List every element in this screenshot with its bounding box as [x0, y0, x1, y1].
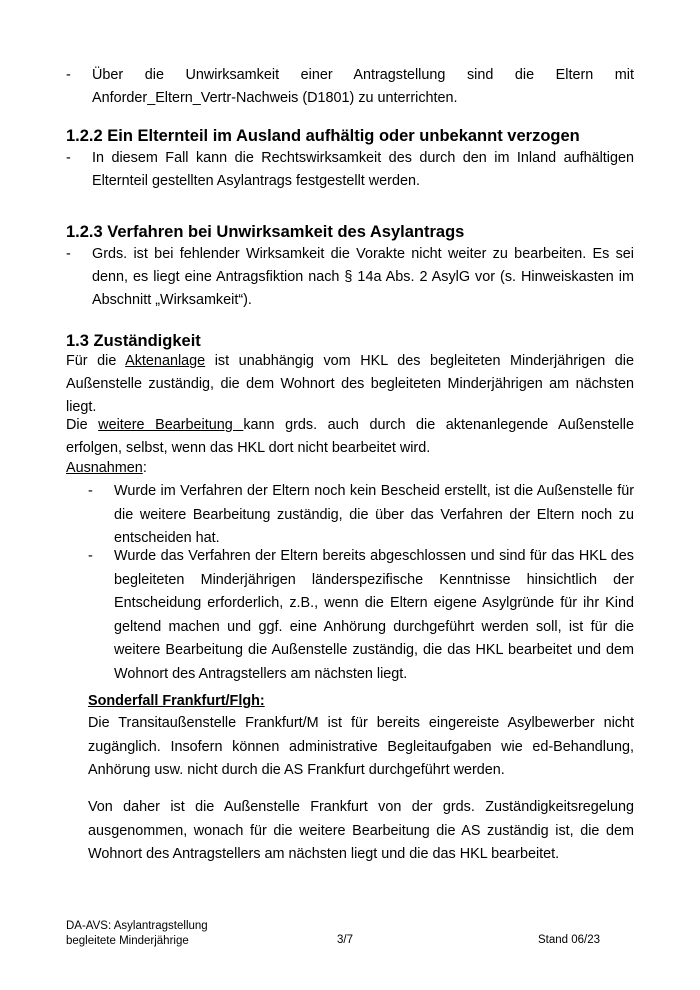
- paragraph-text: Für die: [66, 353, 126, 369]
- special-case-heading: [88, 690, 634, 714]
- exceptions-label-text: Ausnahmen: [66, 460, 143, 476]
- section-heading-1-2-3: 1.2.3 Verfahren bei Unwirksamkeit des Asylantrags: [66, 223, 465, 241]
- exceptions-label: [66, 457, 634, 480]
- special-case-paragraph-2: [88, 796, 634, 867]
- list-item: [88, 480, 634, 551]
- bullet-dash: -: [66, 150, 71, 166]
- bullet-text: Über die Unwirksamkeit einer Antragstellung sind die Eltern mit Anforder_Eltern_Vertr-Nachweis (D1801) zu unterrichten.: [92, 67, 634, 106]
- footer-stand: Stand 06/23: [538, 934, 601, 946]
- paragraph-text: kann grds. auch durch die aktenanlegende Außenstelle erfolgen, selbst, wenn das HKL dort nicht bearbeitet wird.: [66, 417, 634, 456]
- bullet-dash: -: [66, 67, 71, 83]
- special-case-paragraph-1: [88, 712, 634, 783]
- bullet-text: In diesem Fall kann die Rechtswirksamkeit des durch den im Inland aufhältigen Elternteil gestellten Asylantrags festgestellt werden.: [92, 150, 634, 189]
- section-heading-1-2-2: 1.2.2 Ein Elternteil im Ausland aufhältig oder unbekannt verzogen: [66, 127, 580, 145]
- bullet-dash: -: [88, 483, 93, 499]
- underlined-term: Aktenanlage: [125, 353, 206, 369]
- list-item: [66, 147, 634, 193]
- list-item: [66, 243, 634, 312]
- paragraph-text: Die: [66, 417, 99, 433]
- footer-doc-line2: begleitete Minderjährige: [66, 934, 189, 947]
- paragraph-text: Von daher ist die Außenstelle Frankfurt von der grds. Zuständigkeitsregelung ausgenommen, wonach für die weitere Bearbeitung die AS zuständig ist, die dem Wohnort des Antragstellers am nächsten liegt und die das HKL bearbeitet.: [88, 799, 634, 862]
- list-item: [88, 545, 634, 686]
- paragraph-text: Die Transitaußenstelle Frankfurt/M ist für bereits eingereiste Asylbewerber nicht zugänglich. Insofern können administrative Begleitaufgaben wie ed-Behandlung, Anhörung usw. nicht durch die AS Frankfurt durchgeführt werden.: [88, 715, 634, 778]
- bullet-dash: -: [66, 246, 71, 262]
- list-item: [66, 64, 634, 110]
- special-case-heading-text: Sonderfall Frankfurt/Flgh:: [88, 693, 265, 709]
- paragraph-aktenanlage: [66, 350, 634, 419]
- footer-doc-line1: DA-AVS: Asylantragstellung: [66, 920, 208, 932]
- bullet-text: Wurde im Verfahren der Eltern noch kein Bescheid erstellt, ist die Außenstelle für die weitere Bearbeitung zuständig, die über das Verfahren der Eltern noch zu entscheiden hat.: [114, 483, 634, 546]
- bullet-text: Wurde das Verfahren der Eltern bereits abgeschlossen und sind für das HKL des begleiteten Minderjährigen länderspezifische Kenntnisse hinsichtlich der Entscheidung erforderlich, z.B., wenn die Eltern eigene Asylgründe für ihr Kind geltend machen und ggf. eine Anhörung durchgeführt werden soll, ist für die weitere Bearbeitung die Außenstelle zuständig, die das HKL bearbeitet und dem Wohnort des Antragstellers am nächsten liegt.: [114, 548, 634, 682]
- paragraph-weitere-bearbeitung: [66, 414, 634, 460]
- section-heading-1-3: 1.3 Zuständigkeit: [66, 332, 201, 350]
- bullet-dash: -: [88, 548, 93, 564]
- footer-page-number: 3/7: [337, 934, 353, 946]
- footer-document-title: [66, 919, 208, 948]
- exceptions-colon: :: [142, 460, 147, 476]
- bullet-text: Grds. ist bei fehlender Wirksamkeit die Vorakte nicht weiter zu bearbeiten. Es sei denn, es liegt eine Antragsfiktion nach § 14a Abs. 2 AsylG vor (s. Hinweiskasten im Abschnitt „Wirksamkeit“).: [92, 246, 634, 308]
- underlined-term: weitere Bearbeitung: [98, 417, 244, 433]
- paragraph-text: ist unabhängig vom HKL des begleiteten Minderjährigen die Außenstelle zuständig, die dem Wohnort des begleiteten Minderjährigen am nächsten liegt.: [66, 353, 634, 415]
